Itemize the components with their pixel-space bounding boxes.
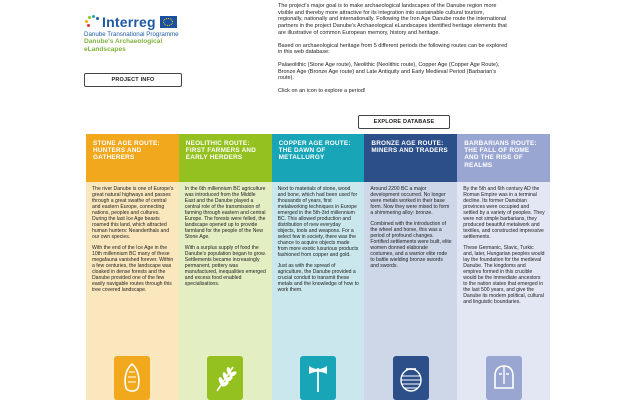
column-paragraph: These Germanic, Slavic, Turkic and, later, Hungarian peoples would lay the foundation for the medieval Danube. The kingdoms and empires formed in this crucible would be the immediate ancestors to the nation states that emerged in the last 500 years, and give the Danube its modern political, cultural and linguistic boundaries.	[463, 245, 545, 305]
column-body	[278, 186, 360, 298]
project-info-button[interactable]: PROJECT INFO	[84, 73, 182, 87]
column-stone-age	[86, 134, 179, 400]
column-barbarians	[457, 134, 550, 400]
stone-tool-icon[interactable]	[114, 356, 150, 400]
column-header	[86, 134, 179, 182]
interreg-stars-icon	[84, 15, 100, 29]
column-subtitle: THE DAWN OF METALLURGY	[278, 147, 326, 162]
column-paragraph: Next to materials of stone, wood and bone, which had been used for thousands of years, first metalworking techniques in Europe emerged in the 5th-3rd millennium BC. This allowed production and distribution of new everyday objects, tools and weapons. For a select few in society, there was the chance to acquire objects made from more exotic luxurious products fashioned from copper and gold.	[277, 186, 359, 258]
period-columns	[86, 134, 550, 400]
column-title: STONE AGE ROUTE:	[93, 140, 160, 147]
eu-flag-icon	[160, 16, 177, 28]
logo-project-line2: eLandscapes	[84, 46, 126, 53]
intro-paragraph: Based on archaeological heritage from 5 different periods the following routes can be explored in this web database:	[278, 42, 508, 56]
column-subtitle: FIRST FARMERS AND EARLY HERDERS	[185, 147, 257, 162]
column-paragraph: With a surplus supply of food the Danube's population began to grow. Settlements became increasingly permanent, pottery was manufactured, inequalities emerged and excess food enabled specialisations.	[184, 245, 266, 287]
column-bronze-age	[364, 134, 457, 400]
column-paragraph: In the 6th millennium BC agriculture was introduced from the Middle East and the Danube played a central role of the transmission of farming through eastern and central Europe. The forests were felled, the landscape opened up to provide farmland for the people of the New Stone Age.	[184, 186, 266, 240]
logo-programme: Danube Transnational Programme	[84, 31, 179, 38]
spiral-vessel-icon[interactable]	[393, 356, 429, 400]
logo-word: Interreg	[102, 14, 156, 30]
column-paragraph: Around 2200 BC a major development occurred. No longer were metals worked in their base form. Now they were mixed to form a shimmering alloy: bronze.	[370, 186, 450, 216]
column-subtitle: THE FALL OF ROME AND THE RISE OF REALMS	[464, 147, 530, 169]
wheat-icon[interactable]	[207, 356, 243, 400]
intro-call-to-action: Click on an icon to explore a period!	[278, 88, 366, 95]
column-paragraph: Combined with the introduction of the wheel and horse, this was a period of profound changes. Fortified settlements were built, elite women donned elaborate costumes, and a warrior elite rode to battle wielding bronze swords and swords.	[370, 221, 452, 269]
column-paragraph: Just as with the spread of agriculture, the Danube provided a crucial conduit to transmit these metals and the knowledge of how to work them.	[277, 263, 359, 293]
column-body	[370, 186, 452, 274]
column-title: NEOLITHIC ROUTE:	[185, 140, 250, 147]
column-body	[92, 186, 174, 298]
column-title: COPPER AGE ROUTE:	[278, 140, 351, 147]
column-body	[185, 186, 267, 292]
column-paragraph: By the 5th and 6th century AD the Roman Empire was in a terminal decline. Its former Danubian provinces were occupied and settled by a variety of peoples. They were not simple barbarians, they produced beautiful metalwork and textiles, and constructed impressive settlements.	[463, 186, 545, 240]
column-neolithic	[179, 134, 272, 400]
column-header	[179, 134, 272, 182]
intro-paragraph: The project's major goal is to make archaeological landscapes of the Danube region more visible and thereby more attractive for its integration into sustainable cultural tourism, regionally, nationally and internationally. Following the Iron Age Danube route the international partners in the project Danube's Archaeological eLandscapes identified heritage elements that are illustrative of common European memory, history and heritage.	[278, 3, 507, 36]
column-header	[457, 134, 550, 182]
column-header	[272, 134, 365, 182]
column-title: BRONZE AGE ROUTE:	[371, 140, 444, 147]
column-title: BARBARIANS ROUTE:	[464, 140, 537, 147]
interreg-logo	[84, 14, 194, 66]
column-copper-age	[272, 134, 365, 400]
helmet-icon[interactable]	[486, 356, 522, 400]
column-header	[364, 134, 457, 182]
intro-text	[278, 3, 510, 101]
column-paragraph: With the end of the Ice Age in the 10th millennium BC many of these megafauna vanished forever. Within a few centuries, the landscape was cloaked in dense forests and the Danube provided one of the few easily navigable routes through this tree covered landscape.	[92, 245, 174, 293]
explore-database-button[interactable]: EXPLORE DATABASE	[358, 115, 450, 129]
column-subtitle: MINERS AND TRADERS	[371, 147, 448, 155]
column-body	[463, 186, 545, 310]
intro-paragraph: Palaeolithic (Stone Age route), Neolithic (Neolithic route), Copper Age (Copper Age Route), Bronze Age (Bronze Age route) and Late Antiquity and Early Medieval Period (Barbarian's route).	[278, 61, 500, 82]
column-paragraph: The river Danube is one of Europe's great natural highways and passes through a great swathe of central and eastern Europe, connecting nations, peoples and cultures. During the last Ice Age beasts roamed this land, which attracted human hunters: Neanderthals and our own species.	[92, 186, 174, 240]
axe-icon[interactable]	[300, 356, 336, 400]
column-subtitle: HUNTERS AND GATHERERS	[93, 147, 142, 162]
logo-project-line1: Danube's Archaeological	[84, 38, 163, 45]
